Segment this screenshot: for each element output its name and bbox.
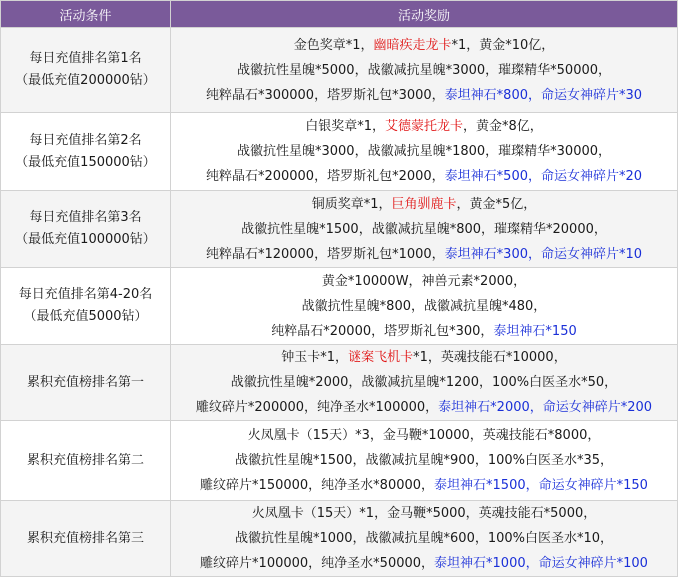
highlight-red: 谜案飞机卡 xyxy=(348,350,414,365)
reward-line xyxy=(171,33,677,58)
reward-line xyxy=(171,370,677,395)
reward-line xyxy=(171,345,677,370)
condition-cell xyxy=(1,268,171,345)
highlight-blue: 泰坦神石*800，命运女神碎片*30 xyxy=(444,87,643,103)
highlight-red: 艾德蒙托龙卡 xyxy=(384,119,463,134)
reward-line xyxy=(171,501,677,526)
reward-text: 纯粹晶石*120000，塔罗斯礼包*1000， xyxy=(205,246,445,262)
reward-text: 战徽抗性星魄*1500，战徽减抗星魄*900，100%白医圣水*35， xyxy=(234,453,614,468)
reward-line xyxy=(171,164,677,189)
table-row xyxy=(1,28,678,113)
reward-text: 战徽抗性星魄*1000，战徽减抗星魄*600，100%白医圣水*10， xyxy=(234,531,614,546)
header-reward: 活动奖励 xyxy=(171,1,678,28)
reward-text: *1，黄金*10亿， xyxy=(451,37,555,53)
reward-line xyxy=(171,294,677,319)
condition-cell xyxy=(1,113,171,191)
reward-text: 铜质奖章*1， xyxy=(311,196,392,212)
reward-line xyxy=(171,114,677,139)
highlight-red: 巨角驯鹿卡 xyxy=(391,196,457,212)
reward-line xyxy=(171,242,677,267)
table-row xyxy=(1,421,678,501)
condition-line: （最低充值5000钻） xyxy=(23,309,148,324)
reward-text: 雕纹碎片*100000，纯净圣水*50000， xyxy=(200,556,435,571)
reward-line xyxy=(171,192,677,217)
reward-line xyxy=(171,58,677,83)
reward-text: ，黄金*5亿， xyxy=(456,196,537,212)
reward-text: 黄金*10000W，神兽元素*2000， xyxy=(321,273,527,289)
reward-cell xyxy=(171,268,678,345)
condition-line: 累积充值榜排名第一 xyxy=(26,374,144,390)
condition-cell xyxy=(1,501,171,577)
condition-cell xyxy=(1,421,171,501)
highlight-blue: 泰坦神石*300，命运女神碎片*10 xyxy=(444,246,643,262)
reward-line xyxy=(171,448,677,473)
reward-line xyxy=(171,139,677,164)
condition-line: （最低充值150000钻） xyxy=(15,154,156,170)
reward-text: 战徽抗性星魄*5000，战徽减抗星魄*3000，璀璨精华*50000， xyxy=(236,62,612,78)
reward-text: 纯粹晶石*200000，塔罗斯礼包*2000， xyxy=(205,169,445,184)
header-condition: 活动条件 xyxy=(1,1,171,28)
table-row xyxy=(1,345,678,421)
condition-cell xyxy=(1,191,171,268)
highlight-blue: 泰坦神石*1000，命运女神碎片*100 xyxy=(434,556,648,571)
highlight-red: 幽暗疾走龙卡 xyxy=(373,37,452,53)
reward-text: 雕纹碎片*200000，纯净圣水*100000， xyxy=(195,400,439,415)
reward-text: 战徽抗性星魄*1500，战徽减抗星魄*800，璀璨精华*20000， xyxy=(241,221,607,237)
table-row xyxy=(1,113,678,191)
highlight-blue: 泰坦神石*150 xyxy=(493,323,577,339)
condition-cell xyxy=(1,345,171,421)
table-header-row xyxy=(1,1,678,28)
reward-text: 战徽抗性星魄*3000，战徽减抗星魄*1800，璀璨精华*30000， xyxy=(236,144,612,159)
condition-line: 每日充值排名第1名 xyxy=(29,51,142,66)
reward-line xyxy=(171,473,677,498)
condition-cell xyxy=(1,28,171,113)
condition-line: （最低充值200000钻） xyxy=(15,73,156,88)
reward-text: 白银奖章*1， xyxy=(305,119,385,134)
reward-text: ，黄金*8亿， xyxy=(463,119,543,134)
reward-text: 纯粹晶石*300000，塔罗斯礼包*3000， xyxy=(205,87,445,103)
condition-line: （最低充值100000钻） xyxy=(15,232,156,247)
reward-cell xyxy=(171,345,678,421)
highlight-blue: 泰坦神石*500，命运女神碎片*20 xyxy=(444,169,643,184)
reward-line xyxy=(171,423,677,448)
reward-line xyxy=(171,269,677,294)
reward-line xyxy=(171,83,677,108)
reward-text: 钟玉卡*1， xyxy=(281,350,349,365)
reward-text: 火凤凰卡（15天）*1，金马鞭*5000，英魂技能石*5000， xyxy=(251,506,597,521)
highlight-blue: 泰坦神石*1500，命运女神碎片*150 xyxy=(434,478,648,493)
reward-text: 雕纹碎片*150000，纯净圣水*80000， xyxy=(200,478,435,493)
highlight-blue: 泰坦神石*2000，命运女神碎片*200 xyxy=(438,400,653,415)
reward-line xyxy=(171,526,677,551)
reward-line xyxy=(171,395,677,420)
reward-cell xyxy=(171,421,678,501)
table-row xyxy=(1,268,678,345)
condition-line: 每日充值排名第4-20名 xyxy=(18,287,153,302)
reward-cell xyxy=(171,113,678,191)
condition-line: 累积充值榜排名第三 xyxy=(26,530,144,546)
reward-line xyxy=(171,217,677,242)
reward-cell xyxy=(171,191,678,268)
table-row xyxy=(1,501,678,577)
condition-line: 每日充值排名第3名 xyxy=(29,210,142,225)
reward-line xyxy=(171,319,677,344)
table-row xyxy=(1,191,678,268)
reward-text: 纯粹晶石*20000，塔罗斯礼包*300， xyxy=(271,323,494,339)
reward-text: 火凤凰卡（15天）*3，金马鞭*10000，英魂技能石*8000， xyxy=(247,428,601,443)
reward-text: *1，英魂技能石*10000， xyxy=(413,350,567,365)
reward-cell xyxy=(171,501,678,577)
reward-cell xyxy=(171,28,678,113)
condition-line: 累积充值榜排名第二 xyxy=(26,452,144,468)
reward-text: 战徽抗性星魄*800，战徽减抗星魄*480， xyxy=(301,298,547,314)
reward-text: 金色奖章*1， xyxy=(293,37,374,53)
reward-text: 战徽抗性星魄*2000，战徽减抗星魄*1200，100%白医圣水*50， xyxy=(230,375,618,390)
condition-line: 每日充值排名第2名 xyxy=(29,132,142,148)
table-body xyxy=(1,28,678,577)
